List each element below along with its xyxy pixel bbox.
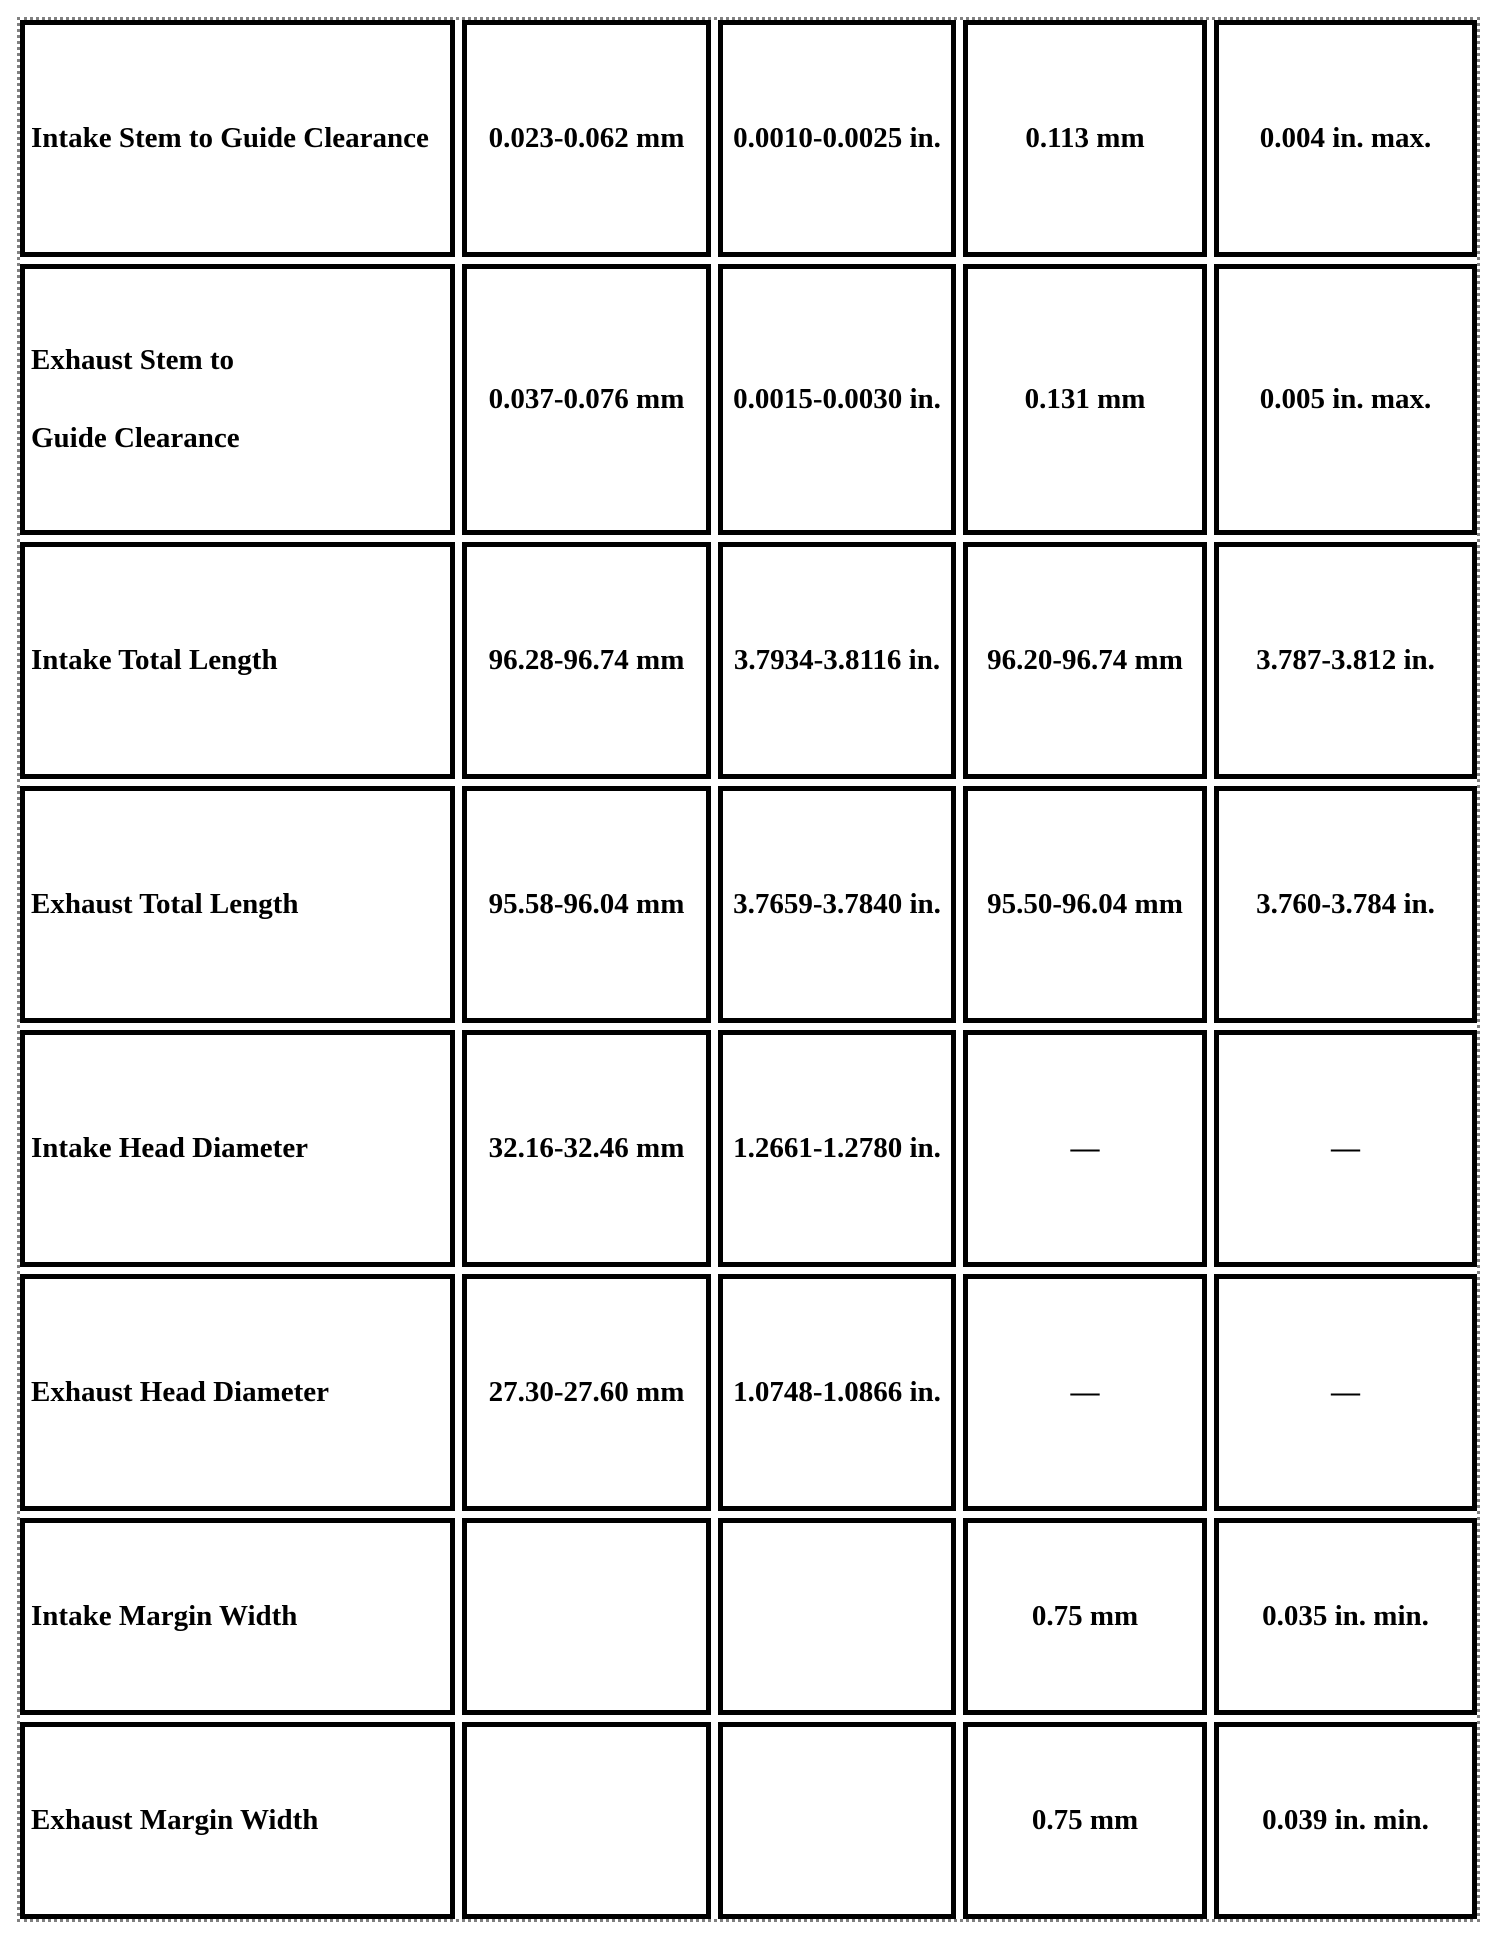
value-cell: 27.30-27.60 mm — [462, 1274, 711, 1511]
value-cell — [462, 1518, 711, 1715]
spec-label-line: Intake Stem to Guide Clearance — [31, 121, 429, 154]
spec-label-line: Exhaust Stem to — [31, 344, 235, 376]
value-cell: 95.58-96.04 mm — [462, 786, 711, 1023]
spec-label-cell — [20, 1030, 455, 1267]
value-cell: 96.28-96.74 mm — [462, 542, 711, 779]
value-cell: 3.760-3.784 in. — [1214, 786, 1477, 1023]
spec-label-line: Exhaust Head Diameter — [31, 1375, 330, 1408]
value-cell: 0.039 in. min. — [1214, 1722, 1477, 1919]
value-cell: 0.131 mm — [963, 264, 1207, 535]
spec-label-line: Guide Clearance — [31, 421, 240, 454]
spec-label-line: Exhaust Margin Width — [31, 1803, 319, 1836]
value-cell: 95.50-96.04 mm — [963, 786, 1207, 1023]
value-cell — [718, 1722, 956, 1919]
value-cell: 0.005 in. max. — [1214, 264, 1477, 535]
spec-label-cell — [20, 264, 455, 535]
spec-label-cell — [20, 1722, 455, 1919]
value-cell: — — [1214, 1030, 1477, 1267]
value-cell: 0.0010-0.0025 in. — [718, 20, 956, 257]
value-cell: 3.7934-3.8116 in. — [718, 542, 956, 779]
value-cell: 0.113 mm — [963, 20, 1207, 257]
spec-label-cell — [20, 20, 455, 257]
spec-label-line: Intake Head Diameter — [31, 1131, 309, 1164]
value-cell: 0.037-0.076 mm — [462, 264, 711, 535]
value-cell — [718, 1518, 956, 1715]
value-cell: — — [1214, 1274, 1477, 1511]
value-cell: 0.0015-0.0030 in. — [718, 264, 956, 535]
value-cell — [462, 1722, 711, 1919]
value-cell: 32.16-32.46 mm — [462, 1030, 711, 1267]
spec-table — [17, 17, 1480, 1922]
spec-label-cell — [20, 1274, 455, 1511]
spec-label-cell — [20, 786, 455, 1023]
spec-label-cell — [20, 542, 455, 779]
value-cell: 0.75 mm — [963, 1518, 1207, 1715]
spec-label-line: Intake Margin Width — [31, 1599, 298, 1632]
value-cell: 0.75 mm — [963, 1722, 1207, 1919]
value-cell: 1.0748-1.0866 in. — [718, 1274, 956, 1511]
value-cell: — — [963, 1274, 1207, 1511]
value-cell: 1.2661-1.2780 in. — [718, 1030, 956, 1267]
value-cell: — — [963, 1030, 1207, 1267]
value-cell: 0.004 in. max. — [1214, 20, 1477, 257]
value-cell: 3.787-3.812 in. — [1214, 542, 1477, 779]
value-cell: 3.7659-3.7840 in. — [718, 786, 956, 1023]
spec-label-cell — [20, 1518, 455, 1715]
spec-label-line: Intake Total Length — [31, 643, 278, 676]
value-cell: 0.035 in. min. — [1214, 1518, 1477, 1715]
value-cell: 0.023-0.062 mm — [462, 20, 711, 257]
value-cell: 96.20-96.74 mm — [963, 542, 1207, 779]
spec-label-line: Exhaust Total Length — [31, 887, 299, 920]
